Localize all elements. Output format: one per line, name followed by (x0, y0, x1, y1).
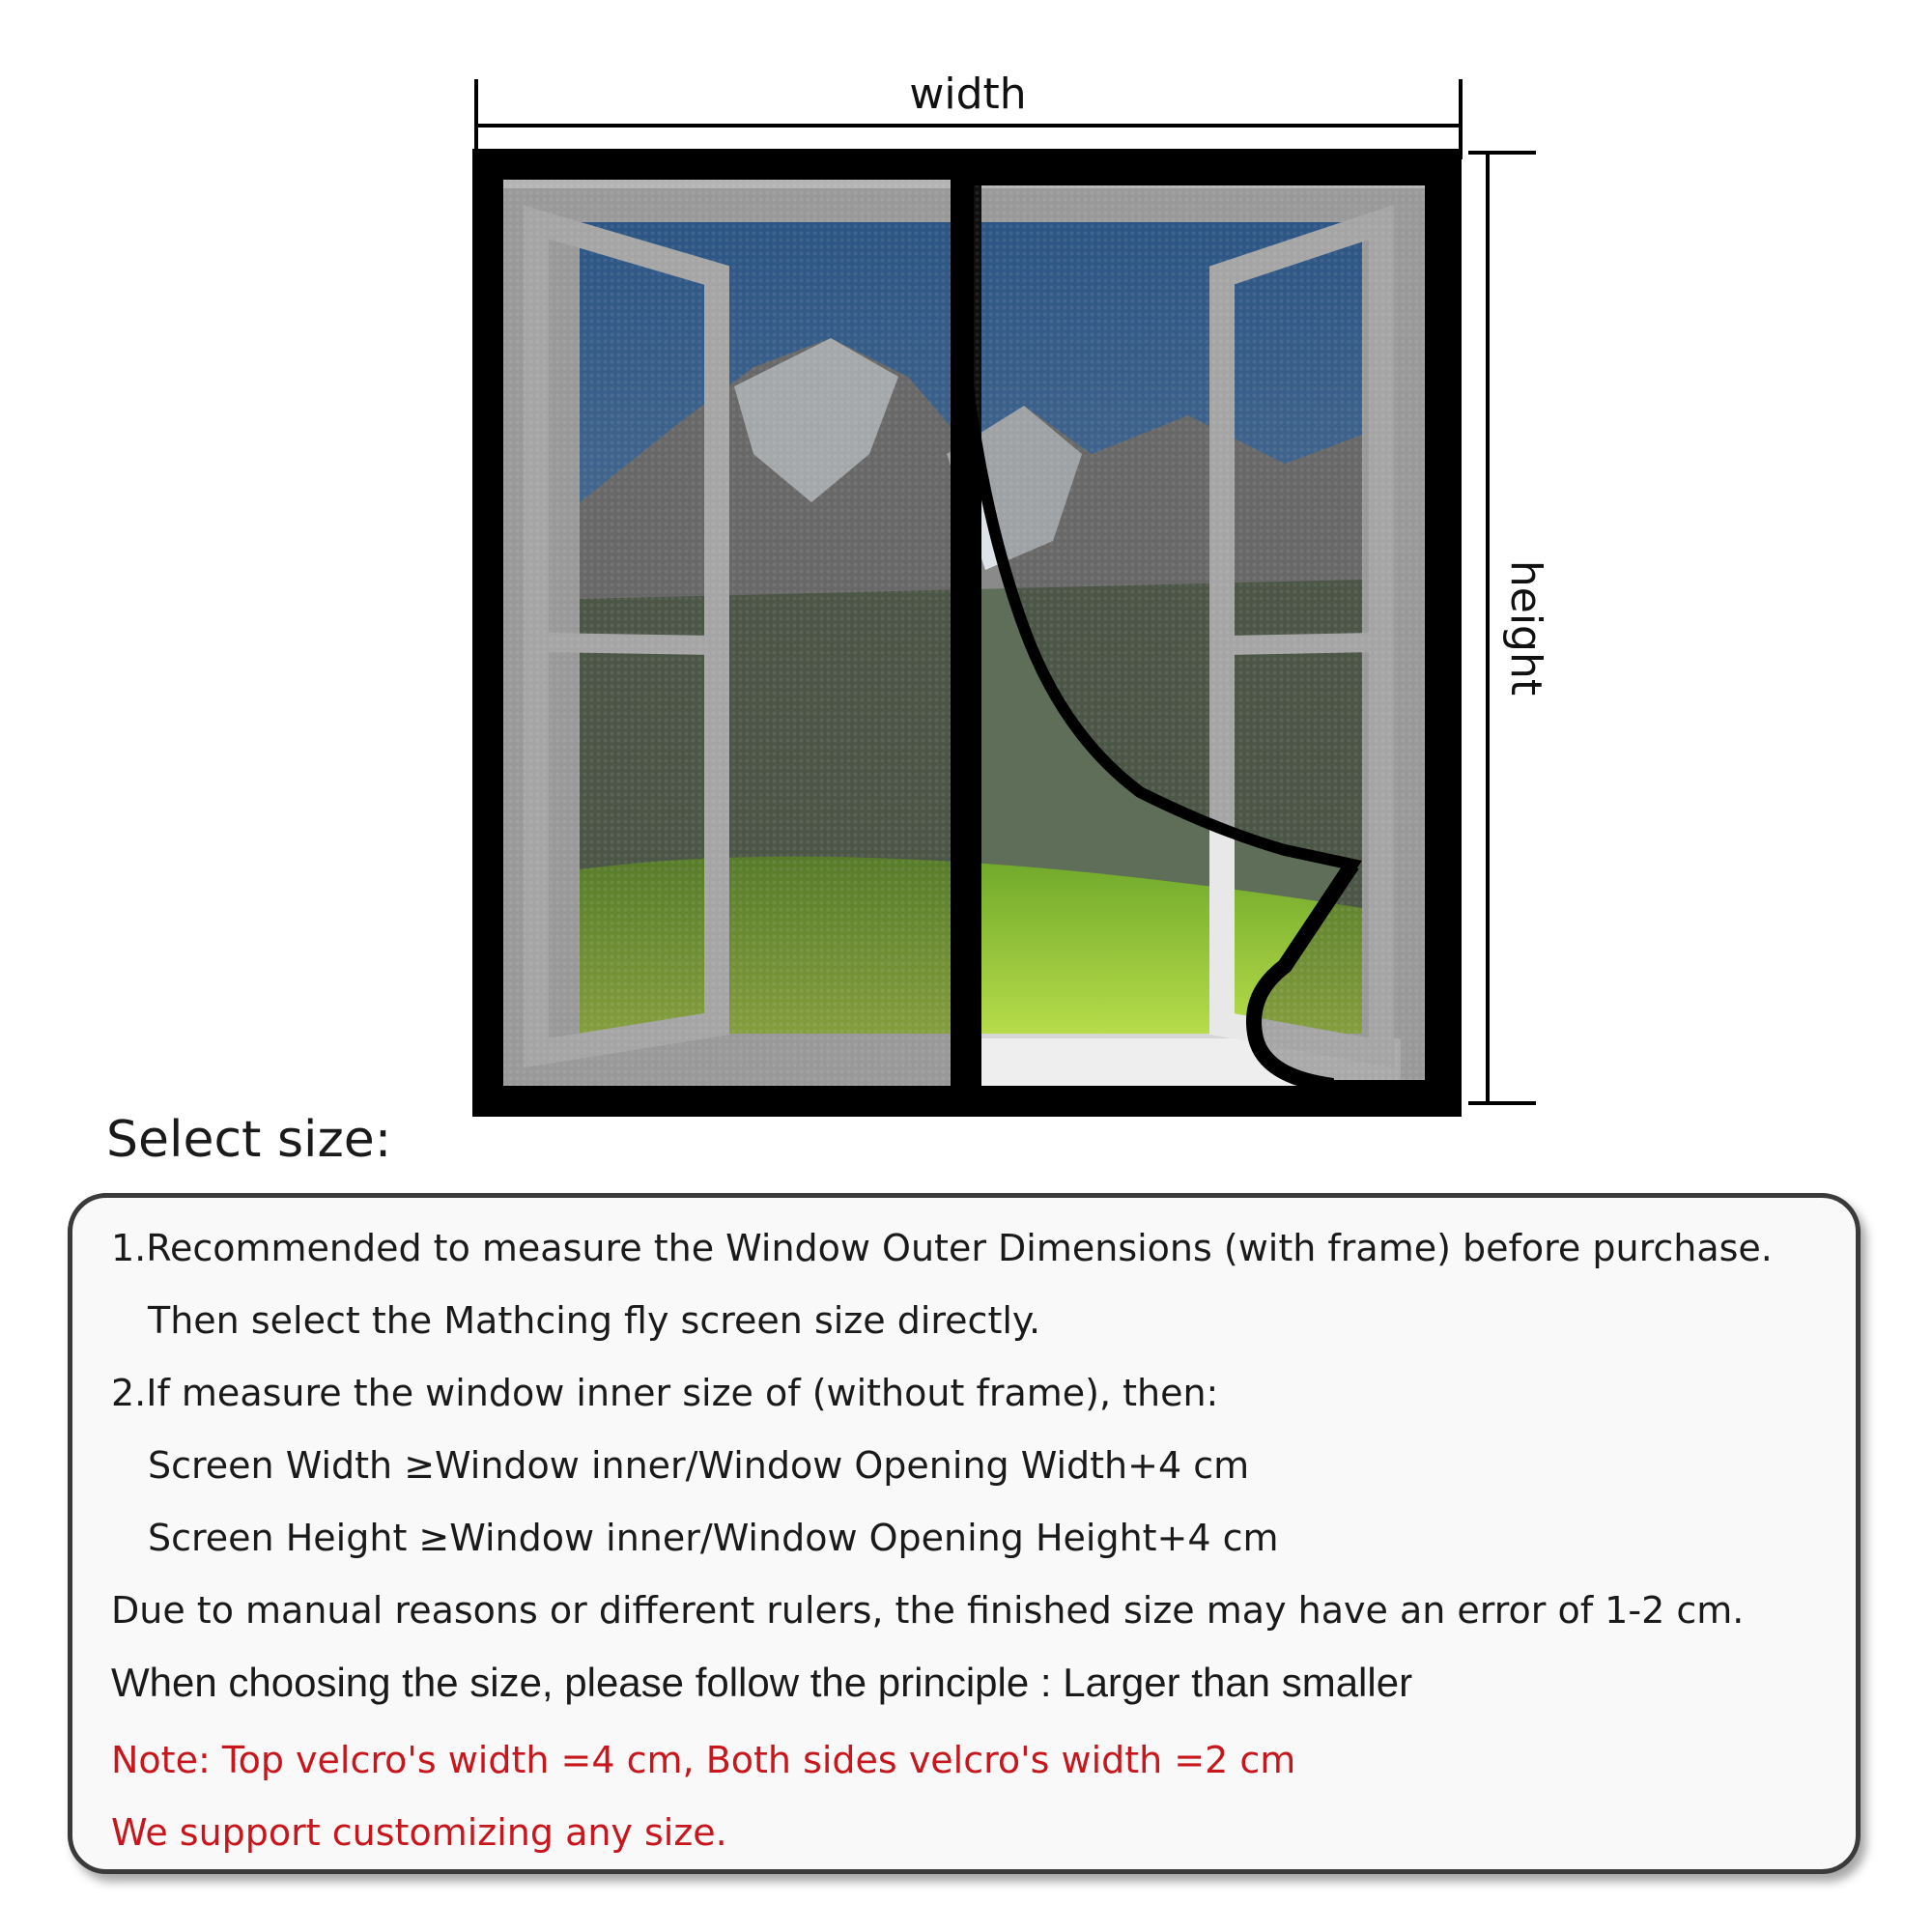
instruction-line-2: 2.If measure the window inner size of (without frame), then: (111, 1372, 1219, 1414)
instruction-line-1b: Then select the Mathcing fly screen size directly. (148, 1299, 1041, 1342)
instruction-screen-width: Screen Width ≥Window inner/Window Opening Width+4 cm (148, 1444, 1250, 1487)
instruction-line-1: 1.Recommended to measure the Window Outer Dimensions (with frame) before purchase. (111, 1227, 1773, 1269)
size-instructions-box (68, 1193, 1861, 1874)
instruction-screen-height: Screen Height ≥Window inner/Window Opening Height+4 cm (148, 1517, 1279, 1559)
select-size-title: Select size: (106, 1111, 392, 1169)
customizing-note: We support customizing any size. (111, 1811, 727, 1854)
width-dimension (476, 70, 1461, 159)
instruction-error-note: Due to manual reasons or different rulers, the finished size may have an error of 1-2 cm. (111, 1589, 1745, 1632)
width-label: width (909, 70, 1027, 119)
height-label: height (1501, 559, 1550, 696)
instruction-principle: When choosing the size, please follow the principle : Larger than smaller (111, 1660, 1413, 1705)
velcro-note: Note: Top velcro's width =4 cm, Both sides velcro's width =2 cm (111, 1739, 1296, 1781)
height-dimension (1468, 153, 1550, 1103)
fly-screen (488, 164, 1446, 1101)
